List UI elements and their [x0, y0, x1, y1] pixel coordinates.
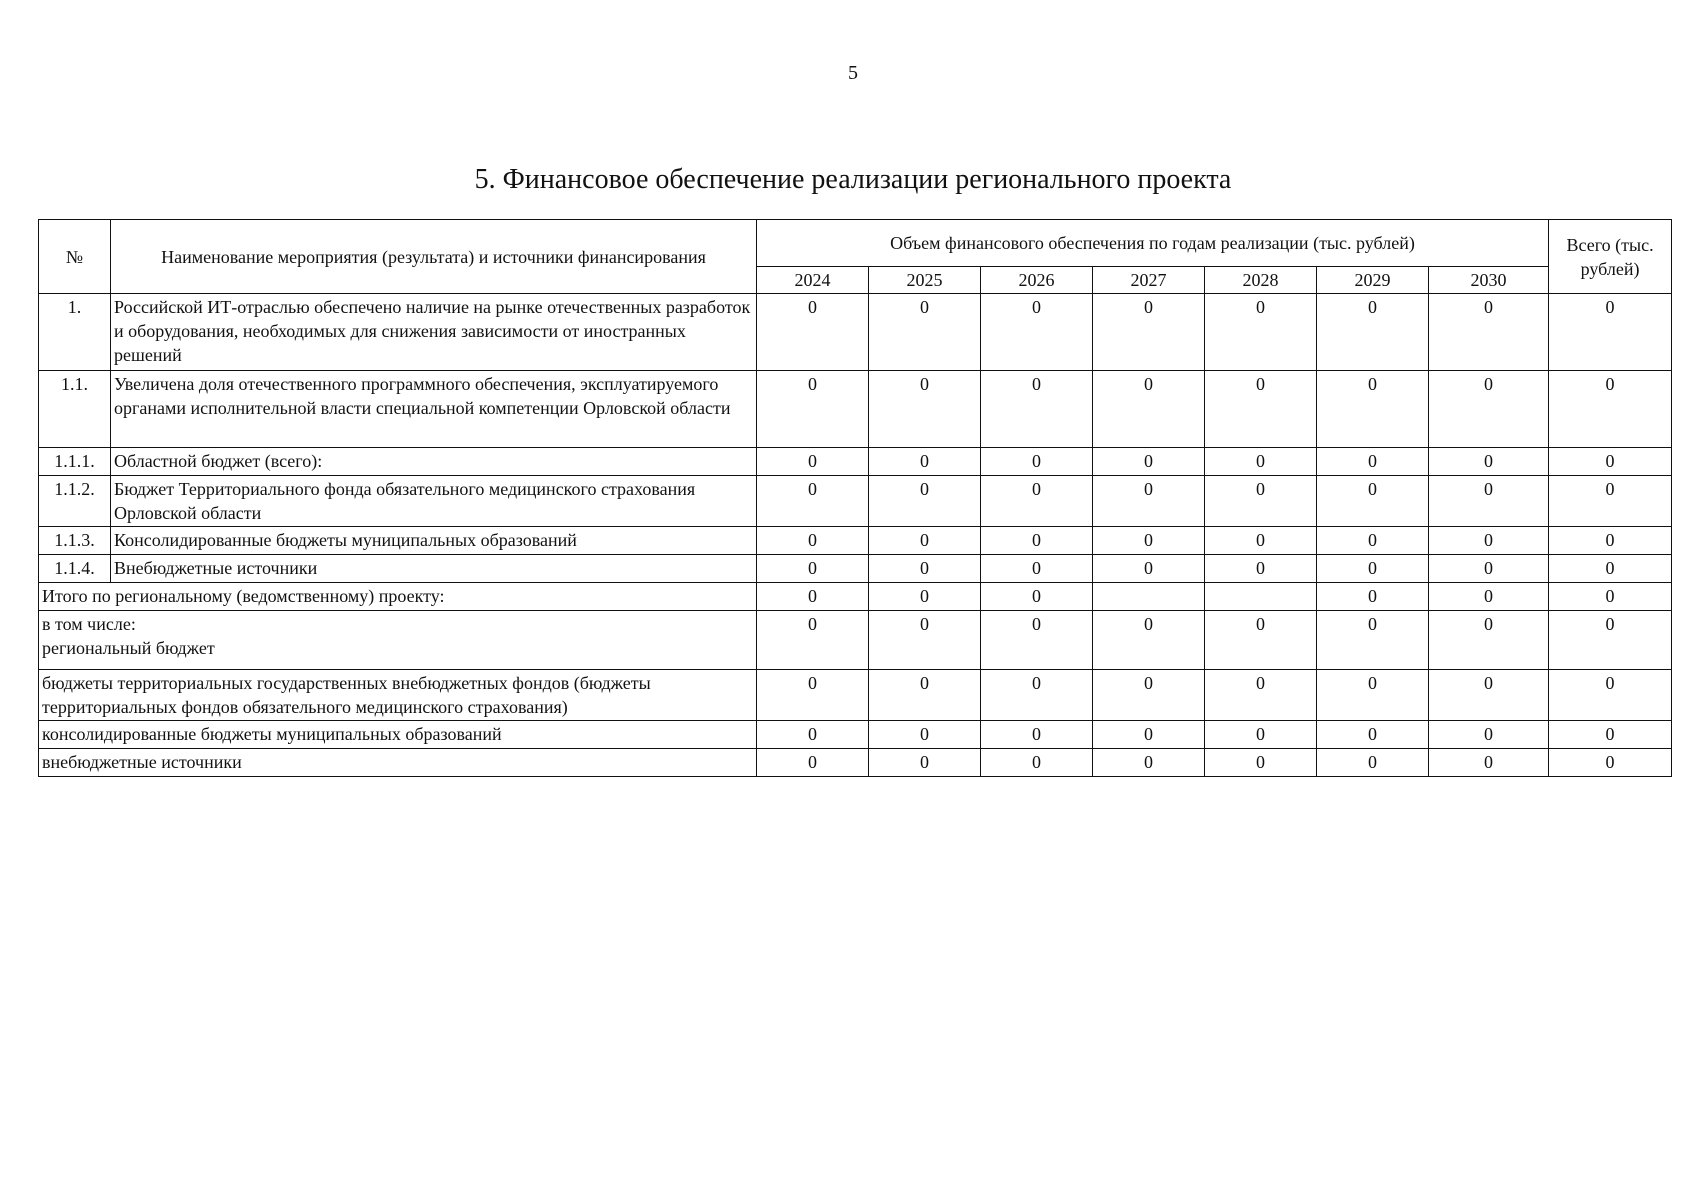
value-cell: 0: [1317, 583, 1429, 611]
value-cell: 0: [757, 527, 869, 555]
value-cell: 0: [981, 583, 1093, 611]
total-cell: 0: [1549, 670, 1672, 721]
total-cell: 0: [1549, 583, 1672, 611]
value-cell: 0: [757, 448, 869, 476]
value-cell: 0: [1205, 476, 1317, 527]
value-cell: 0: [1317, 476, 1429, 527]
total-cell: 0: [1549, 749, 1672, 777]
value-cell: 0: [869, 294, 981, 371]
value-cell: 0: [1317, 749, 1429, 777]
row-number: 1.1.4.: [39, 555, 111, 583]
page-number: 5: [848, 62, 858, 84]
value-cell: 0: [757, 670, 869, 721]
value-cell: 0: [869, 749, 981, 777]
value-cell: 0: [1317, 371, 1429, 448]
breakdown-name: консолидированные бюджеты муниципальных образований: [39, 721, 757, 749]
value-cell: 0: [1205, 749, 1317, 777]
header-year: 2026: [981, 267, 1093, 294]
breakdown-label: региональный бюджет: [42, 638, 215, 658]
header-year: 2024: [757, 267, 869, 294]
value-cell: 0: [1317, 555, 1429, 583]
value-cell: 0: [1429, 611, 1549, 670]
value-cell: 0: [757, 555, 869, 583]
breakdown-row: [39, 721, 1672, 749]
value-cell: 0: [869, 611, 981, 670]
row-name: Областной бюджет (всего):: [111, 448, 757, 476]
value-cell: [1205, 583, 1317, 611]
value-cell: 0: [1205, 371, 1317, 448]
value-cell: 0: [1205, 721, 1317, 749]
header-year: 2030: [1429, 267, 1549, 294]
value-cell: 0: [869, 670, 981, 721]
total-cell: 0: [1549, 555, 1672, 583]
value-cell: 0: [757, 721, 869, 749]
value-cell: 0: [869, 527, 981, 555]
table-row: [39, 448, 1672, 476]
row-name: Российской ИТ-отраслью обеспечено наличие на рынке отечественных разработок и оборудования, необходимых для снижения зависимости от иностранных решений: [111, 294, 757, 371]
value-cell: 0: [1205, 448, 1317, 476]
total-cell: 0: [1549, 611, 1672, 670]
value-cell: 0: [757, 476, 869, 527]
financing-table: [38, 219, 1672, 777]
value-cell: 0: [1429, 448, 1549, 476]
table-row: [39, 294, 1672, 371]
row-name: Бюджет Территориального фонда обязательного медицинского страхования Орловской области: [111, 476, 757, 527]
value-cell: 0: [1093, 527, 1205, 555]
header-name: Наименование мероприятия (результата) и источники финансирования: [111, 220, 757, 294]
total-cell: 0: [1549, 294, 1672, 371]
row-number: 1.1.2.: [39, 476, 111, 527]
value-cell: 0: [981, 371, 1093, 448]
value-cell: 0: [1093, 476, 1205, 527]
header-year: 2025: [869, 267, 981, 294]
value-cell: 0: [1093, 448, 1205, 476]
total-cell: 0: [1549, 371, 1672, 448]
table-row: [39, 555, 1672, 583]
value-cell: 0: [757, 611, 869, 670]
value-cell: 0: [757, 371, 869, 448]
row-number: 1.: [39, 294, 111, 371]
value-cell: 0: [1317, 527, 1429, 555]
breakdown-name: внебюджетные источники: [39, 749, 757, 777]
row-number: 1.1.3.: [39, 527, 111, 555]
value-cell: 0: [757, 749, 869, 777]
total-cell: 0: [1549, 448, 1672, 476]
value-cell: 0: [1317, 721, 1429, 749]
value-cell: 0: [757, 294, 869, 371]
table-row: [39, 527, 1672, 555]
value-cell: 0: [1317, 670, 1429, 721]
total-cell: 0: [1549, 527, 1672, 555]
value-cell: 0: [1093, 721, 1205, 749]
value-cell: 0: [1093, 294, 1205, 371]
row-number: 1.1.1.: [39, 448, 111, 476]
header-number: №: [39, 220, 111, 294]
breakdown-intro: в том числе:: [42, 614, 136, 634]
table-row: [39, 371, 1672, 448]
value-cell: 0: [981, 476, 1093, 527]
value-cell: 0: [1317, 611, 1429, 670]
value-cell: 0: [1205, 527, 1317, 555]
breakdown-row: [39, 670, 1672, 721]
header-year: 2027: [1093, 267, 1205, 294]
value-cell: 0: [1093, 371, 1205, 448]
value-cell: 0: [869, 448, 981, 476]
value-cell: 0: [869, 476, 981, 527]
value-cell: 0: [981, 527, 1093, 555]
value-cell: 0: [1429, 527, 1549, 555]
value-cell: 0: [869, 555, 981, 583]
value-cell: 0: [1205, 611, 1317, 670]
value-cell: 0: [1429, 294, 1549, 371]
row-name: Консолидированные бюджеты муниципальных образований: [111, 527, 757, 555]
breakdown-name: [39, 611, 757, 670]
summary-label: Итого по региональному (ведомственному) проекту:: [39, 583, 757, 611]
header-year: 2028: [1205, 267, 1317, 294]
page-title: 5. Финансовое обеспечение реализации регионального проекта: [474, 164, 1232, 195]
value-cell: 0: [869, 371, 981, 448]
row-name: Увеличена доля отечественного программного обеспечения, эксплуатируемого органами исполнительной власти специальной компетенции Орловской области: [111, 371, 757, 448]
summary-row: [39, 583, 1672, 611]
value-cell: 0: [1093, 555, 1205, 583]
value-cell: 0: [869, 721, 981, 749]
value-cell: 0: [1317, 294, 1429, 371]
header-year: 2029: [1317, 267, 1429, 294]
value-cell: 0: [1429, 670, 1549, 721]
value-cell: 0: [1429, 749, 1549, 777]
header-volume: Объем финансового обеспечения по годам реализации (тыс. рублей): [757, 220, 1549, 267]
value-cell: 0: [981, 611, 1093, 670]
value-cell: 0: [981, 294, 1093, 371]
value-cell: 0: [1429, 583, 1549, 611]
value-cell: 0: [981, 555, 1093, 583]
row-name: Внебюджетные источники: [111, 555, 757, 583]
value-cell: 0: [1093, 749, 1205, 777]
value-cell: 0: [1093, 611, 1205, 670]
total-cell: 0: [1549, 721, 1672, 749]
header-total: Всего (тыс. рублей): [1549, 220, 1672, 294]
value-cell: 0: [1205, 555, 1317, 583]
value-cell: 0: [1317, 448, 1429, 476]
value-cell: 0: [981, 670, 1093, 721]
value-cell: 0: [869, 583, 981, 611]
row-number: 1.1.: [39, 371, 111, 448]
value-cell: 0: [1205, 670, 1317, 721]
value-cell: 0: [757, 583, 869, 611]
value-cell: 0: [1093, 670, 1205, 721]
breakdown-row: [39, 611, 1672, 670]
value-cell: [1093, 583, 1205, 611]
breakdown-row: [39, 749, 1672, 777]
total-cell: 0: [1549, 476, 1672, 527]
value-cell: 0: [1429, 371, 1549, 448]
value-cell: 0: [1205, 294, 1317, 371]
table-row: [39, 476, 1672, 527]
breakdown-name: бюджеты территориальных государственных внебюджетных фондов (бюджеты территориальных фондов обязательного медицинского страхования): [39, 670, 757, 721]
value-cell: 0: [981, 721, 1093, 749]
value-cell: 0: [981, 749, 1093, 777]
value-cell: 0: [1429, 476, 1549, 527]
value-cell: 0: [1429, 555, 1549, 583]
value-cell: 0: [981, 448, 1093, 476]
value-cell: 0: [1429, 721, 1549, 749]
